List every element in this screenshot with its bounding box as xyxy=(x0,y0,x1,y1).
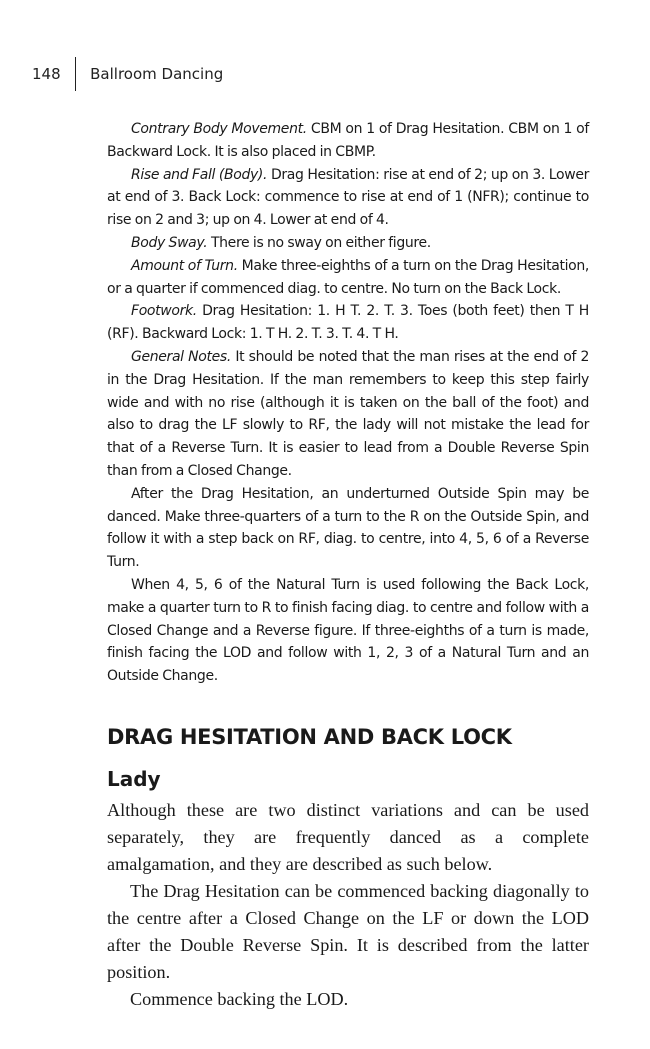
section-subtitle: Lady xyxy=(107,766,161,791)
note-text: Drag Hesitation: 1. H T. 2. T. 3. Toes (both feet) then T H (RF). Backward Lock: 1. T H. 2. T. 3. T. 4. T H. xyxy=(107,303,589,343)
note-footwork xyxy=(107,300,589,346)
running-header xyxy=(32,58,223,90)
note-lead: Body Sway. xyxy=(131,234,208,251)
note-body-sway xyxy=(107,232,589,255)
page-number: 148 xyxy=(32,65,61,83)
note-text: There is no sway on either figure. xyxy=(207,234,431,251)
note-text: Drag Hesitation: rise at end of 2; up on 3. Lower at end of 3. Back Lock: commence to rise at end of 1 (NFR); continue to rise on 2 and 3; up on 4. Lower at end of 4. xyxy=(107,166,589,229)
note-text: Make three-eighths of a turn on the Drag Hesitation, or a quarter if commenced diag. to centre. No turn on the Back Lock. xyxy=(107,257,589,297)
note-lead: Rise and Fall (Body). xyxy=(131,166,268,183)
note-text: After the Drag Hesitation, an underturned Outside Spin may be danced. Make three-quarters of a turn to the R on the Outside Spin, and follow it with a step back on RF, diag. to centre, into 4, 5, 6 of a Reverse Turn. xyxy=(107,485,589,571)
note-lead: Footwork. xyxy=(131,303,197,320)
note-text: CBM on 1 of Drag Hesitation. CBM on 1 of Backward Lock. It is also placed in CBMP. xyxy=(107,121,589,160)
body-paragraph: Commence backing the LOD. xyxy=(130,988,349,1009)
section-title: DRAG HESITATION AND BACK LOCK xyxy=(107,724,512,749)
note-text: When 4, 5, 6 of the Natural Turn is used following the Back Lock, make a quarter turn to R to finish facing diag. to centre and follow with a Closed Change and a Reverse figure. If three-eighths of a turn is made, finish facing the LOD and follow with 1, 2, 3 of a Natural Turn and an Outside Change. xyxy=(107,576,589,685)
note-lead: Amount of Turn. xyxy=(131,257,238,274)
header-divider xyxy=(75,57,77,91)
page-body xyxy=(107,118,589,1013)
note-rise-and-fall xyxy=(107,164,589,232)
note-lead: Contrary Body Movement. xyxy=(131,121,307,137)
note-lead: General Notes. xyxy=(131,348,231,365)
body-paragraph: Although these are two distinct variations and can be used separately, they are frequently danced as a complete amalgamation, and they are described as such below. xyxy=(107,799,589,874)
note-text: It should be noted that the man rises at the end of 2 in the Drag Hesitation. If the man remembers to keep this step fairly wide and with no rise (although it is taken on the ball of the foot) and also to drag the LF slowly to RF, the lady will not mistake the lead for that of a Reverse Turn. It is easier to lead from a Double Reverse Spin than from a Closed Change. xyxy=(107,348,589,479)
note-contrary-body-movement xyxy=(107,118,589,164)
body-paragraph: The Drag Hesitation can be commenced backing diagonally to the centre after a Closed Change on the LF or down the LOD after the Double Reverse Spin. It is described from the latter position. xyxy=(107,880,589,982)
book-title: Ballroom Dancing xyxy=(90,65,224,83)
technique-notes xyxy=(107,118,589,688)
note-general-notes xyxy=(107,346,589,483)
note-natural-turn xyxy=(107,574,589,688)
note-amount-of-turn xyxy=(107,255,589,301)
note-outside-spin xyxy=(107,483,589,574)
